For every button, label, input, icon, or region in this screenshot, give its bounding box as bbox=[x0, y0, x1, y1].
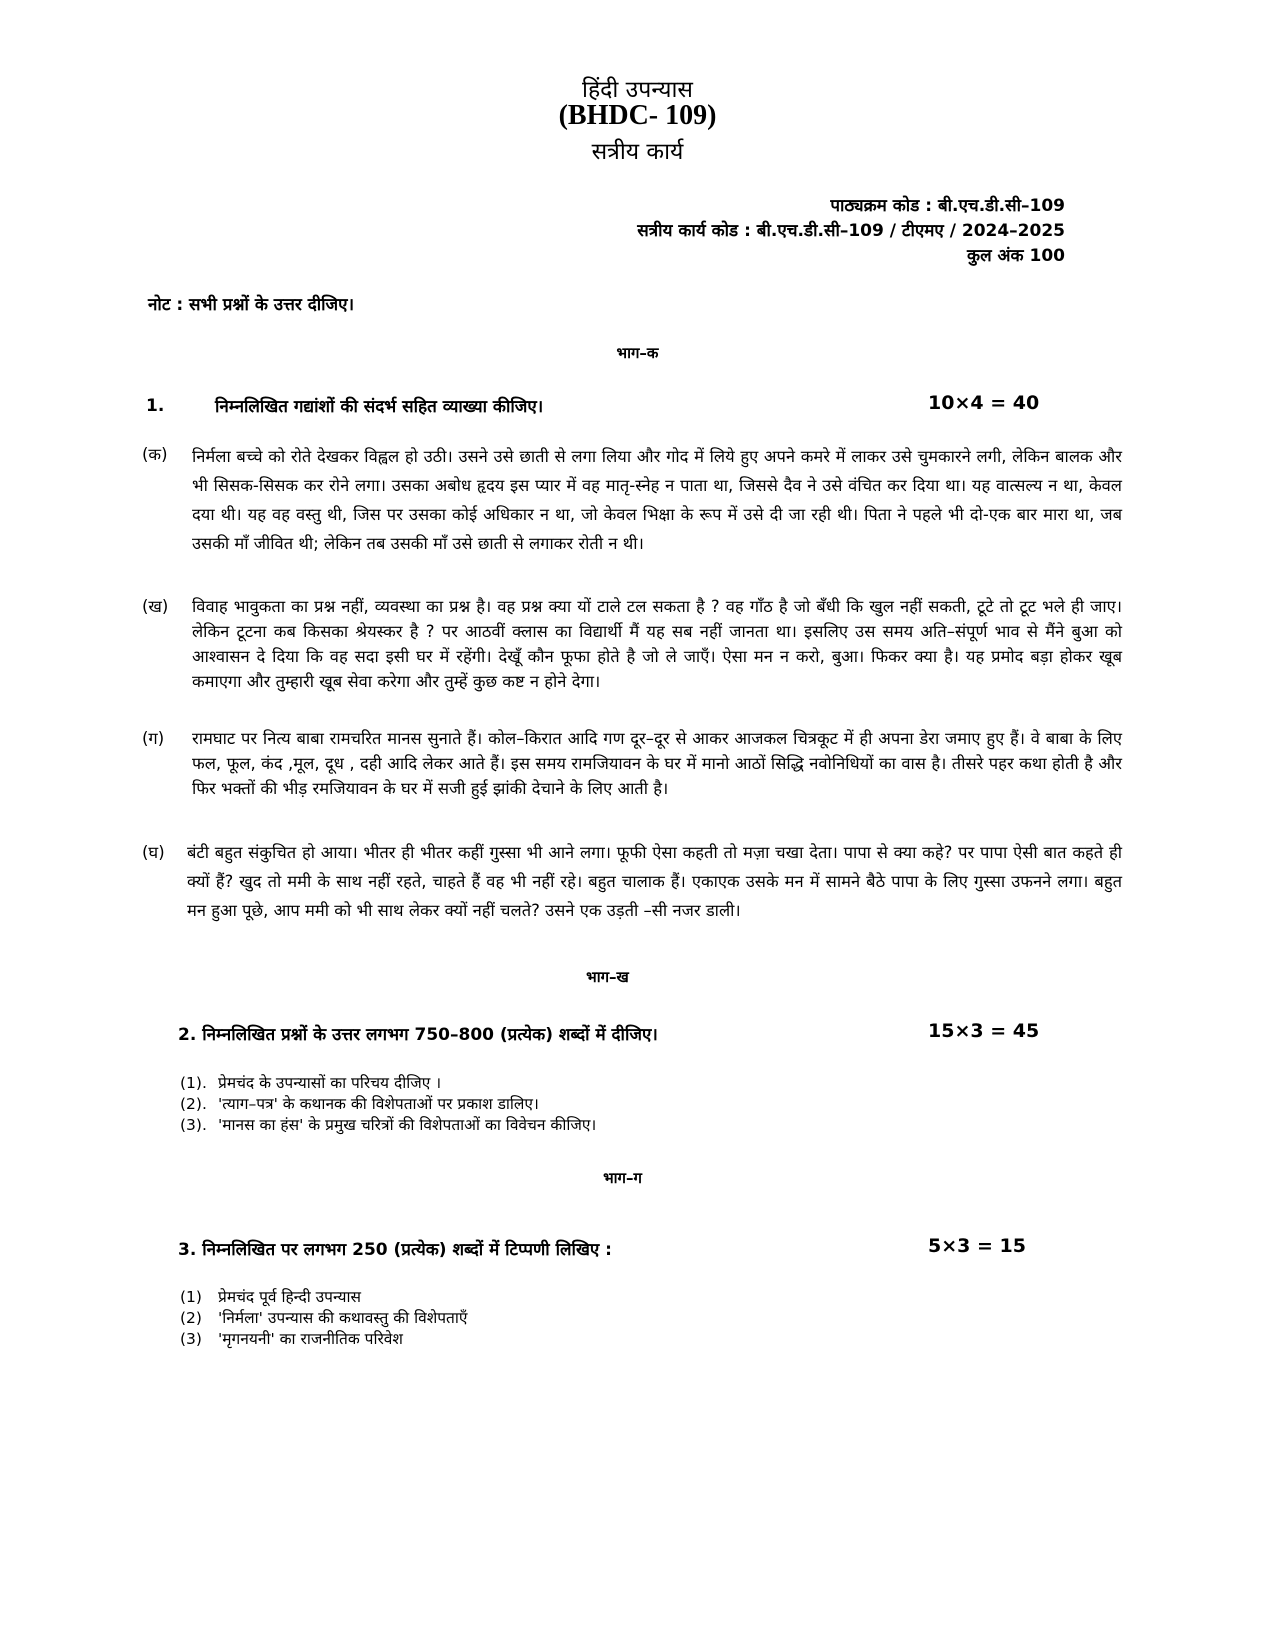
passage-label: (घ) bbox=[142, 843, 165, 862]
document-title: हिंदी उपन्यास bbox=[582, 77, 693, 103]
question-1-number: 1. bbox=[146, 396, 165, 416]
passage-text: विवाह भावुकता का प्रश्न नहीं, व्यवस्था का प्रश्न है। वह प्रश्न क्या यों टाले टल सकता है ? वह गाँठ है जो बँधी कि खुल नहीं सकती, टूटे तो टूट भले ही जाए। लेकिन टूटना कब किसका श्रेयस्कर है ? पर आठवीं क्लास का विद्यार्थी मैं यह सब नहीं जानता था। इसलिए उस समय अति–संपूर्ण भाव से मैंने बुआ को आश्वासन दे दिया कि वह सदा इसी घर में रहेंगी। देखूँ कौन फूफा होते है जो ले जाएँ। ऐसा मन न करो, बुआ। फिकर क्या है। यह प्रमोद बड़ा होकर खूब कमाएगा और तुम्हारी खूब सेवा करेगा और तुम्हें कुछ कष्ट न होने देगा। bbox=[192, 597, 1122, 691]
passage-label: (ग) bbox=[142, 729, 165, 748]
list-item-number: (3) bbox=[180, 1330, 202, 1348]
passage-text: रामघाट पर नित्य बाबा रामचरित मानस सुनाते हैं। कोल–किरात आदि गण दूर–दूर से आकर आजकल चित्रकूट में ही अपना डेरा जमाए हुए हैं। वे बाबा के लिए फल, फूल, कंद ,मूल, दूध , दही आदि लेकर आते हैं। इस समय रामजियावन के घर में मानो आठों सिद्धि नवोनिधियों का वास है। तीसरे पहर कथा होती है और फिर भक्तों की भीड़ रमजियावन के घर में सजी हुई झांकी देचाने के लिए आती है। bbox=[192, 729, 1122, 798]
list-item-number: (2) bbox=[180, 1309, 202, 1327]
list-item bbox=[180, 1073, 596, 1094]
section-c-heading: भाग–ग bbox=[603, 1169, 642, 1187]
list-item-number: (2). bbox=[180, 1095, 207, 1113]
total-marks-line: कुल अंक 100 bbox=[967, 246, 1065, 266]
question-2-text: 2. निम्नलिखित प्रश्नों के उत्तर लगभग 750–800 (प्रत्येक) शब्दों में दीजिए। bbox=[178, 1025, 658, 1045]
instruction-note: नोट : सभी प्रश्नों के उत्तर दीजिए। bbox=[148, 295, 355, 315]
section-b-heading: भाग–ख bbox=[586, 968, 629, 986]
assignment-code-line: सत्रीय कार्य कोड : बी.एच.डी.सी–109 / टीएमए / 2024–2025 bbox=[637, 221, 1065, 241]
list-item bbox=[180, 1115, 596, 1136]
list-item-number: (1) bbox=[180, 1288, 202, 1306]
question-3-text: 3. निम्नलिखित पर लगभग 250 (प्रत्येक) शब्दों में टिप्पणी लिखिए : bbox=[178, 1240, 612, 1260]
list-item-text: 'त्याग–पत्र' के कथानक की विशेपताओं पर प्रकाश डालिए। bbox=[218, 1095, 539, 1113]
list-item-text: 'निर्मला' उपन्यास की कथावस्तु की विशेपताएँ bbox=[218, 1309, 468, 1327]
section-a-heading: भाग–क bbox=[616, 344, 659, 362]
question-3-marks: 5×3 = 15 bbox=[928, 1235, 1026, 1257]
question-3-list bbox=[180, 1287, 467, 1350]
list-item-text: 'मृगनयनी' का राजनीतिक परिवेश bbox=[218, 1330, 403, 1348]
list-item-number: (3). bbox=[180, 1116, 207, 1134]
question-2-marks: 15×3 = 45 bbox=[928, 1020, 1040, 1042]
passage-text: निर्मला बच्चे को रोते देखकर विह्वल हो उठी। उसने उसे छाती से लगा लिया और गोद में लिये हुए अपने कमरे में लाकर उसे चुमकारने लगी, लेकिन बालक और भी सिसक-सिसक कर रोने लगा। उसका अबोध हृदय इस प्यार में वह मातृ-स्नेह न पाता था, जिससे दैव ने उसे वंचित कर दिया था। यह वात्सल्य न था, केवल दया थी। यह वह वस्तु थी, जिस पर उसका कोई अधिकार न था, जो केवल भिक्षा के रूप में उसे दी जा रही थी। पिता ने पहले भी दो-एक बार मारा था, जब उसकी माँ जीवित थी; लेकिन तब उसकी माँ उसे छाती से लगाकर रोती न थी। bbox=[192, 447, 1122, 553]
question-2-list bbox=[180, 1073, 596, 1136]
passage-text: बंटी बहुत संकुचित हो आया। भीतर ही भीतर कहीं गुस्सा भी आने लगा। फूफी ऐसा कहती तो मज़ा चखा देता। पापा से क्या कहे? पर पापा ऐसी बात कहते ही क्यों हैं? खुद तो ममी के साथ नहीं रहते, चाहते हैं वह भी नहीं रहे। बहुत चालाक हैं। एकाएक उसके मन में सामने बैठे पापा के लिए गुस्सा उफनने लगा। बहुत मन हुआ पूछे, आप ममी को भी साथ लेकर क्यों नहीं चलते? उसने एक उड़ती –सी नजर डाली। bbox=[187, 843, 1122, 920]
document-subtitle: सत्रीय कार्य bbox=[591, 139, 684, 165]
course-code-title: (BHDC- 109) bbox=[558, 100, 717, 131]
question-1-text: निम्नलिखित गद्यांशों की संदर्भ सहित व्याख्या कीजिए। bbox=[215, 397, 544, 417]
list-item-text: प्रेमचंद पूर्व हिन्दी उपन्यास bbox=[218, 1288, 361, 1306]
list-item bbox=[180, 1329, 467, 1350]
question-1-marks: 10×4 = 40 bbox=[928, 392, 1040, 414]
list-item-text: 'मानस का हंस' के प्रमुख चरित्रों की विशेपताओं का विवेचन कीजिए। bbox=[218, 1116, 597, 1134]
list-item-number: (1). bbox=[180, 1074, 207, 1092]
passage-label: (ख) bbox=[142, 597, 169, 616]
list-item-text: प्रेमचंद के उपन्यासों का परिचय दीजिए । bbox=[218, 1074, 442, 1092]
list-item bbox=[180, 1287, 467, 1308]
course-code-line: पाठ्यक्रम कोड : बी.एच.डी.सी–109 bbox=[830, 196, 1065, 216]
passage-label: (क) bbox=[142, 445, 168, 464]
list-item bbox=[180, 1094, 596, 1115]
list-item bbox=[180, 1308, 467, 1329]
